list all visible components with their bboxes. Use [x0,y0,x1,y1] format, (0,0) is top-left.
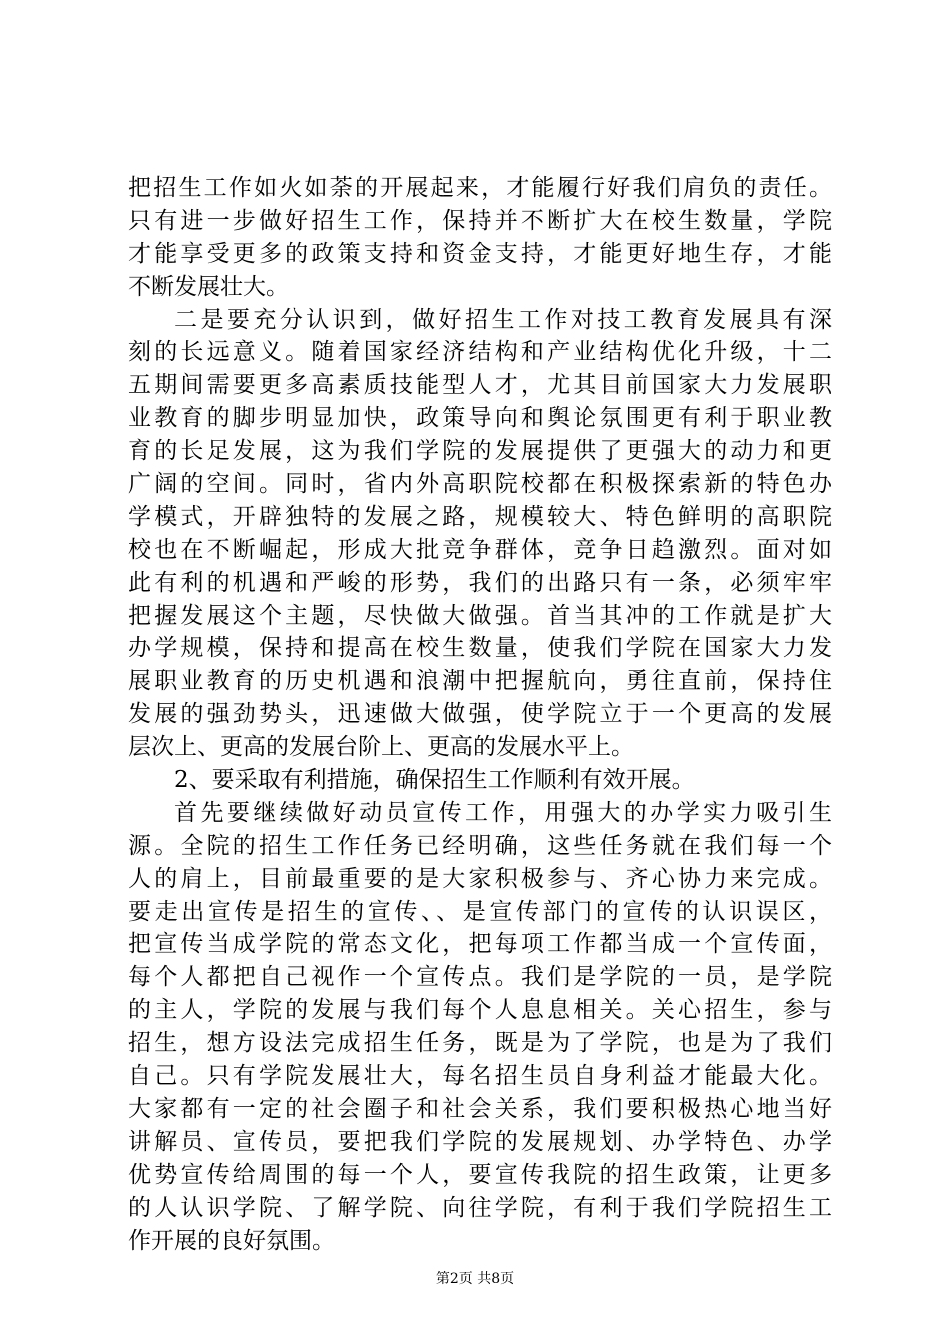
text-line: 大家都有一定的社会圈子和社会关系，我们要积极热心地当好 [128,1095,832,1122]
text-line: 刻的长远意义。随着国家经济结构和产业结构优化升级，十二 [128,339,832,366]
text-line: 五期间需要更多高素质技能型人才，尤其目前国家大力发展职 [128,372,832,399]
text-line: 学模式，开辟独特的发展之路，规模较大、特色鲜明的高职院 [128,503,832,530]
text-line: 把招生工作如火如荼的开展起来，才能履行好我们肩负的责任。 [128,175,832,201]
text-line: 把握发展这个主题，尽快做大做强。首当其冲的工作就是扩大 [128,602,832,629]
section-heading: 2、要采取有利措施，确保招生工作顺利有效开展。 [174,767,695,794]
text-line: 发展的强劲势头，迅速做大做强，使学院立于一个更高的发展 [128,701,832,728]
text-line: 才能享受更多的政策支持和资金支持，才能更好地生存，才能 [128,240,832,267]
document-body [128,172,832,1257]
text-line: 层次上、更高的发展台阶上、更高的发展水平上。 [128,734,634,761]
text-line: 招生，想方设法完成招生任务，既是为了学院，也是为了我们 [128,1030,832,1057]
text-line: 的人认识学院、了解学院、向往学院，有利于我们学院招生工 [128,1194,832,1221]
text-line: 每个人都把自己视作一个宣传点。我们是学院的一员，是学院 [128,964,832,991]
page-number-footer: 第2页 共8页 [435,1271,515,1287]
text-line: 把宣传当成学院的常态文化，把每项工作都当成一个宣传面， [128,931,832,958]
text-line: 此有利的机遇和严峻的形势，我们的出路只有一条，必须牢牢 [128,569,832,596]
text-line: 广阔的空间。同时，省内外高职院校都在积极探索新的特色办 [128,471,832,498]
text-line: 要走出宣传是招生的宣传、、是宣传部门的宣传的认识误区， [128,898,832,925]
text-line: 二是要充分认识到，做好招生工作对技工教育发展具有深 [174,306,832,333]
text-line: 不断发展壮大。 [128,273,289,300]
text-line: 校也在不断崛起，形成大批竞争群体，竞争日趋激烈。面对如 [128,536,832,563]
text-line: 自己。只有学院发展壮大，每名招生员自身利益才能最大化。 [128,1063,832,1090]
text-line: 源。全院的招生工作任务已经明确，这些任务就在我们每一个 [128,832,832,859]
text-line: 优势宣传给周围的每一个人，要宣传我院的招生政策，让更多 [128,1161,832,1188]
text-line: 人的肩上，目前最重要的是大家积极参与、齐心协力来完成。 [128,865,832,892]
text-line: 的主人，学院的发展与我们每个人息息相关。关心招生，参与 [128,997,832,1024]
text-line: 讲解员、宣传员，要把我们学院的发展规划、办学特色、办学 [128,1128,832,1155]
text-line: 办学规模，保持和提高在校生数量，使我们学院在国家大力发 [128,635,832,662]
text-line: 只有进一步做好招生工作，保持并不断扩大在校生数量，学院 [128,207,832,234]
text-line: 育的长足发展，这为我们学院的发展提供了更强大的动力和更 [128,438,832,465]
text-line: 首先要继续做好动员宣传工作，用强大的办学实力吸引生 [174,799,832,826]
text-line: 展职业教育的历史机遇和浪潮中把握航向，勇往直前，保持住 [128,668,832,695]
text-line: 业教育的脚步明显加快，政策导向和舆论氛围更有利于职业教 [128,405,832,432]
text-line: 作开展的良好氛围。 [128,1227,335,1254]
